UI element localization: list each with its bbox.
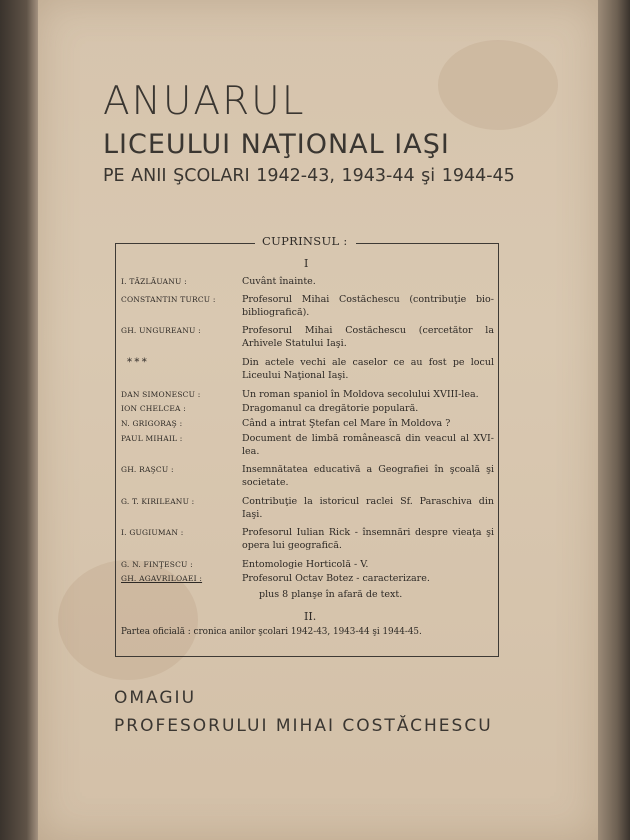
frame-top-right <box>356 243 499 244</box>
toc-author: GH. RAŞCU : <box>121 465 174 474</box>
toc-title: Din actele vechi ale caselor ce au fost pe locul Liceului Naţional Iaşi. <box>242 357 494 381</box>
dedication-line1: OMAGIU <box>114 688 197 708</box>
title-block <box>103 80 515 189</box>
toc-author: GH. UNGUREANU : <box>121 326 201 335</box>
toc-title: Entomologie Horticolă - V. <box>242 559 369 570</box>
contents-heading: CUPRINSUL : <box>262 234 348 248</box>
toc-author: G. T. KIRILEANU : <box>121 497 195 506</box>
toc-author: DAN SIMONESCU : <box>121 390 201 399</box>
toc-author: I. GUGIUMAN : <box>121 528 184 537</box>
toc-title: Profesorul Mihai Costăchescu (cercetător la Arhivele Statului Iaşi. <box>242 325 494 349</box>
title-institution: LICEULUI NAŢIONAL IAŞI <box>103 129 450 160</box>
toc-title: Profesorul Iulian Rick - însemnări despre vieaţa şi opera lui geografică. <box>242 527 494 551</box>
title-years: PE ANII ŞCOLARI 1942-43, 1943-44 şi 1944-45 <box>103 166 515 186</box>
title-main: ANUARUL <box>103 79 306 124</box>
toc-title: Profesorul Mihai Costăchescu (contribuţie bio-bibliografică). <box>242 294 494 318</box>
toc-title: Un roman spaniol în Moldova secolului XVIII-lea. <box>242 389 479 400</box>
toc-author: CONSTANTIN TURCU : <box>121 295 216 304</box>
dedication-line2: PROFESORULUI MIHAI COSTĂCHESCU <box>114 716 493 736</box>
toc-title: Contribuţie la istoricul raclei Sf. Paraschiva din Iaşi. <box>242 496 494 520</box>
toc-author: GH. AGAVRILOAEI : <box>121 574 203 583</box>
toc-title: Insemnătatea educativă a Geografiei în şcoală şi societate. <box>242 464 494 488</box>
book-edge-right <box>598 0 630 840</box>
toc-author: G. N. FINŢESCU : <box>121 560 193 569</box>
toc-author: PAUL MIHAIL : <box>121 434 183 443</box>
toc-title: Când a intrat Ştefan cel Mare în Moldova ? <box>242 418 451 429</box>
book-edge-left <box>0 0 38 840</box>
toc-title: Cuvânt înainte. <box>242 276 316 287</box>
toc-title: Document de limbă românească din veacul al XVI-lea. <box>242 433 494 457</box>
dedication <box>114 684 493 740</box>
part-one-numeral: I <box>304 257 309 270</box>
toc-author: I. TĂZLĂUANU : <box>121 277 187 286</box>
plates-note: plus 8 planşe în afară de text. <box>259 589 403 600</box>
toc-title: Dragomanul ca dregătorie populară. <box>242 403 419 414</box>
official-part: Partea oficială : cronica anilor şcolari 1942-43, 1943-44 şi 1944-45. <box>121 627 422 637</box>
toc-title: Profesorul Octav Botez - caracterizare. <box>242 573 430 584</box>
toc-author: ION CHELCEA : <box>121 404 186 413</box>
frame-top-left <box>115 243 255 244</box>
part-two-numeral: II. <box>304 610 317 623</box>
toc-author: * * * <box>127 357 147 368</box>
toc-author: N. GRIGORAŞ : <box>121 419 183 428</box>
